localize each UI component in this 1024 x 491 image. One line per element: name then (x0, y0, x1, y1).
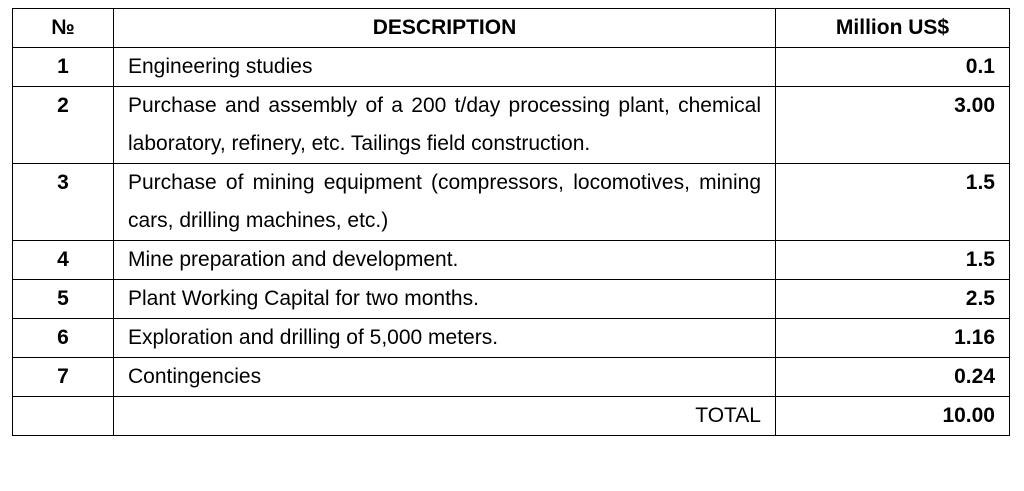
total-label: TOTAL (114, 397, 776, 436)
row-description: Contingencies (114, 358, 776, 397)
row-number: 7 (13, 358, 114, 397)
row-amount: 0.1 (776, 48, 1010, 87)
row-amount: 2.5 (776, 280, 1010, 319)
table-row (13, 48, 1010, 87)
total-row (13, 397, 1010, 436)
header-amount: Million US$ (776, 9, 1010, 48)
row-number: 2 (13, 87, 114, 164)
total-number-cell (13, 397, 114, 436)
budget-table (12, 8, 1010, 436)
row-description: Exploration and drilling of 5,000 meters. (114, 319, 776, 358)
total-amount: 10.00 (776, 397, 1010, 436)
row-amount: 1.16 (776, 319, 1010, 358)
table-row (13, 87, 1010, 164)
table-row (13, 358, 1010, 397)
header-row (13, 9, 1010, 48)
header-number: № (13, 9, 114, 48)
row-amount: 0.24 (776, 358, 1010, 397)
row-number: 5 (13, 280, 114, 319)
row-description: Purchase and assembly of a 200 t/day processing plant, chemical laboratory, refinery, etc. Tailings field construction. (114, 87, 776, 164)
row-description: Mine preparation and development. (114, 241, 776, 280)
table-row (13, 319, 1010, 358)
row-number: 6 (13, 319, 114, 358)
row-amount: 1.5 (776, 241, 1010, 280)
row-amount: 3.00 (776, 87, 1010, 164)
row-number: 1 (13, 48, 114, 87)
row-description: Plant Working Capital for two months. (114, 280, 776, 319)
row-description: Engineering studies (114, 48, 776, 87)
row-description: Purchase of mining equipment (compressors, locomotives, mining cars, drilling machines, etc.) (114, 164, 776, 241)
table-row (13, 280, 1010, 319)
header-description: DESCRIPTION (114, 9, 776, 48)
row-number: 4 (13, 241, 114, 280)
table-row (13, 241, 1010, 280)
row-number: 3 (13, 164, 114, 241)
table-row (13, 164, 1010, 241)
row-amount: 1.5 (776, 164, 1010, 241)
